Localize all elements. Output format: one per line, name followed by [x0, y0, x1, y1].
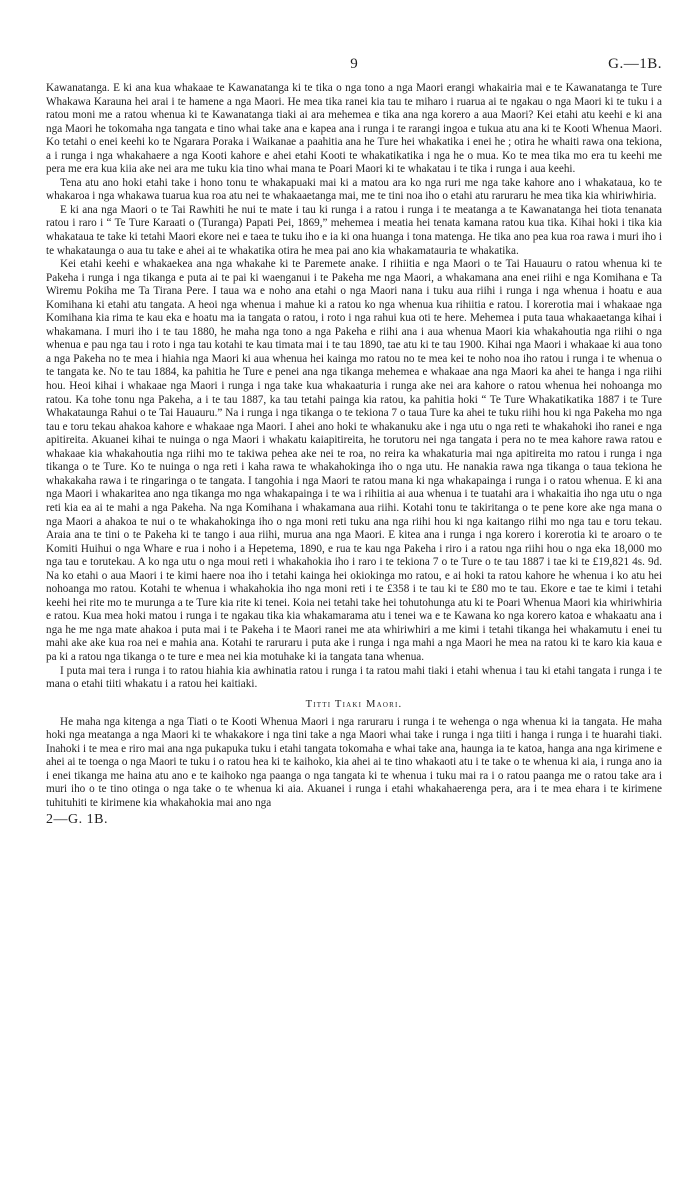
page-number: 9 [350, 56, 358, 72]
document-id: G.—1B. [608, 56, 662, 72]
paragraph: He maha nga kitenga a nga Tiati o te Kooti Whenua Maori i nga raruraru i runga i te wehenga o nga whenua ki ia tangata. He maha hoki nga meatanga a nga Maori ki te whakakore i nga tini take a nga Maori whai take i runga i nga tiiti i hanga i runga i te huarahi tiaki. Inahoki i te mea e riro mai ana nga pukapuka tuku i etahi tangata tokomaha e whai take ana, haunga ia te katoa, hanga ana nga kirimene e ahei ai te toenga o nga Maori te tuku i o ratou hea ki te kaihoko, kia ahei ai te tino whakaoti atu i te take o te whenua ki aia, i runga ano ia i enei tikanga me haina atu ano e te kaihoko nga paanga o nga tangata ki te whenua i tuku mai ra i o ratou paanga me o ratou take ara i muri iho o te tino otinga o nga take o te whenua ki aia. Akuanei i runga i etahi whakahaerenga pera, ara i te mea ehara i te kirimene tuhituhiti te kirimene kia whakahokia mai ano nga [46, 715, 662, 809]
paragraph: Kawanatanga. E ki ana kua whakaae te Kawanatanga ki te tika o nga tono a nga Maori erangi whakairia mai e te Kawanatanga te Ture Whakawa Karauna hei arai i te hamene a nga Maori. He mea tika ranei kia tau te miharo i ruarua ai te ngakau o nga Maori ki te tuku i a ratou moni me a ratou whenua ki te Kawanatanga tiaki ai ara mehemea e tika ana nga korero a aua Maori? Kei etahi atu keehi e ki ana nga Maori he tokomaha nga tangata e tino whai take ana e kapea ana i runga i te rarangi ingoa e tukua atu ana ki te Kooti Whenua Maori. Ko tetahi o enei keehi ko te Ngarara Poraka i Waikanae a paahitia ana he Ture hei whakatika i enei he ; otira he whaiti rawa ona tekiona, a i runga i nga whakahaere a nga Kooti kahore e ahei etahi Kooti te whakatikatika i nga he o mua. Ko te mea tika mo era tu keehi me pera me era kua kiia ake nei ara me tuku kia tino whai mana te Poari Maori ki te whakatau i te tika i runga i aua keehi. [46, 82, 662, 176]
section-title: Titti Tiaki Maori. [305, 698, 403, 710]
paragraph: E ki ana nga Maori o te Tai Rawhiti he nui te mate i tau ki runga i a ratou i runga i te meatanga a te Kawanatanga hei tiota tenanata ratou i raro i “ Te Ture Karaati o (Turanga) Papati Pei, 1869,” mehemea i meatia hei tenata kamana ratou kua tika. Kihai hoki i tika kia whakataua te take ki tetahi Maori ekore nei e taea te tuku iho e ia ki ona huanga i tona matenga. He tika ano pea kua roa rawa i muri iho i te whakataunga o aua tu take e ahei ai te whakatika otira he mea pai ano kia whakamatauria te whakatika. [46, 203, 662, 257]
page-header [46, 56, 662, 82]
paragraph: I puta mai tera i runga i to ratou hiahia kia awhinatia ratou i runga i ta ratou mahi tiaki i etahi whenua i tau ki etahi tangata i runga i te mana o etahi tiiti whakatu i a ratou hei kaitiaki. [46, 664, 662, 691]
paragraph: Tena atu ano hoki etahi take i hono tonu te whakapuaki mai ki a matou ara ko nga ruri me nga take kahore ano i whakataua, ko te whakaroa i nga whakawa tuarua kua roa atu nei te whakaaetanga mai, me te tini noa iho o etahi atu raruraru he mea tika kia whiriwhiria. [46, 176, 662, 203]
document-body [46, 82, 662, 810]
signature-mark: 2—G. 1B. [46, 812, 108, 828]
paragraph: Kei etahi keehi e whakaekea ana nga whakahe ki te Paremete anake. I rihiitia e nga Maori o te Tai Hauauru o ratou whenua ki te Pakeha i runga i nga tikanga e puta ai te pai ki waenganui i te Pakeha me nga Maori, a whakamana ana enei riihi e nga Komihana e Ta Wiremu Pokiha me Ta Tirana Pere. I taua wa e noho ana etahi o nga Maori nana i tuku aua riihi i runga i nga whenua i hoatu e aua Komihana ki etahi atu tangata. A heoi nga whenua i mahue ki a ratou ko nga whenua kua rihiitia e ratou. I korerotia mai i whakaae nga Komihana kia rima te kau eka e hoatu ma ia tangata o ratou, i roto i nga rahui kua oti te here. Mehemea i puta taua whakaaetanga kihai i whakamana. I muri iho i te tau 1880, he maha nga tono a nga Pakeha e riihi ana i aua whenua Maori kia whakahoutia nga riihi o nga whenua e pau nga tau i roto i nga tau kotahi te kau timata mai i te tau 1890, tae atu ki te tau 1900. Kihai nga Maori i whakaae ki aua tono a nga Pakeha no te mea i hiahia nga Maori ki aua whenua hei kainga mo ratou no te mea kei te noho noa iho ratou i runga i te whenua o te tangata ke. No te tau 1884, ka pahitia he Ture e penei ana nga tikanga mehemea e whakaae ana nga Maori ka ahei te hanga i nga riihi hou. Heoi kihai i whakaae nga Maori i runga i nga take kua whakaaturia i runga ake nei ara kahore o ratou whenua hei nohoanga mo ratou. Ka tohe tonu nga Pakeha, a i te tau 1887, ka tau tetahi painga kia ratou, ka pahitia hoki “ Te Ture Whakatikatika 1887 i te Ture Whakataunga Rahui o te Tai Hauauru.” Na i runga i nga tikanga o te tekiona 7 o taua Ture ka ahei te tuku riihi hou ki nga Pakeha mo nga tau e toru tekau ahakoa kahore e whakaae nga Maori. I ahei ano hoki te whakanuku ake i nga utu o nga reti te whakahoki iho ranei e nga apitireita. Akuanei kihai te nuinga o nga Maori i whakatu kaiapitireita, he torutoru nei nga tangata i pera no te mea kahore rawa ratou e whakaae kia whakahoutia nga riihi mo te takiwa pehea ake nei te roa, no reira ka whakaturia mai nga apitireita mo ratou i runga i nga tikanga o te Ture. Ko te nuinga o nga reti i kaha rawa te whakahokinga iho o nga utu. He nanakia rawa nga tikanga o taua tekiona he whakakaha rawa i te ringaringa o te tangata. I tangohia i nga Maori te ratou mana ki nga whakapainga i runga i o ratou whenua. E ki ana nga Maori i whakaritea ano nga tikanga mo nga whakapainga i te wa i rihiitia ai aua whenua i te tuatahi ara i whakaitia iho nga utu o nga reti kia ea ai te mahi a nga Pakeha. Na nga Komihana i whakamana aua riihi. Kotahi tonu te takiritanga o te pene kore ake nga mana o nga Maori a ahakoa te nui o te whakahokinga iho o nga moni reti tuku ana nga riihi hou ki nga kaitango riihi mo nga tau e toru tekau. Araia ana te tini o te Pakeha ki te tango i aua riihi, murua ana nga Maori. E kitea ana i runga i nga korero i korerotia ki te aroaro o te Komiti Huihui o nga Whare e rua i noho i a Hepetema, 1890, e rua te kau nga Pakeha i riro i a ratou nga riihi hou o nga eka 18,000 mo nga tau e torutekau. A ko nga utu o nga moui reti i whakahokia iho i raro i te tekiona 7 o te Ture o te tau 1887 i tae ki te £19,821 4s. 9d. Na ko etahi o aua Maori i te kimi haere noa iho i tetahi kainga hei okiokinga mo ratou, e ai hoki ta ratou kahore he whenua i ko atu hei nohoanga mo ratou. Kotahi te whenua i whakahokia iho nga moni reti i te £358 i te tau ki te £80 mo te tau. Ekore e tae te kimi i tetahi keehi hei rite mo te murunga a te Ture kia rite ki tenei. Koia nei tetahi take hei tohutohunga atu ki te Poari Whenua Maori kia whiriwhiria e ratou. Kua mea hoki matou i runga i te ngakau tika kia whakamarama atu i tenei wa e te Kawana ko nga korero katoa e whakaatu ana i nga he me nga mate ahakoa i puta mai i te Pakeha i te Maori ranei me ata whiriwhiri a me kimi i tetahi tikanga hei whakamutu i enei tu mahi ake ake kua roa nei e mahia ana. Kotahi te raruraru i puta ake i runga i nga mahi a nga Maori he mea na ratou ki te karo kia kaua e pa ki a ratou nga tikanga o te ture e mea nei kia motuhake ki ia tangata tana whenua. [46, 258, 662, 663]
